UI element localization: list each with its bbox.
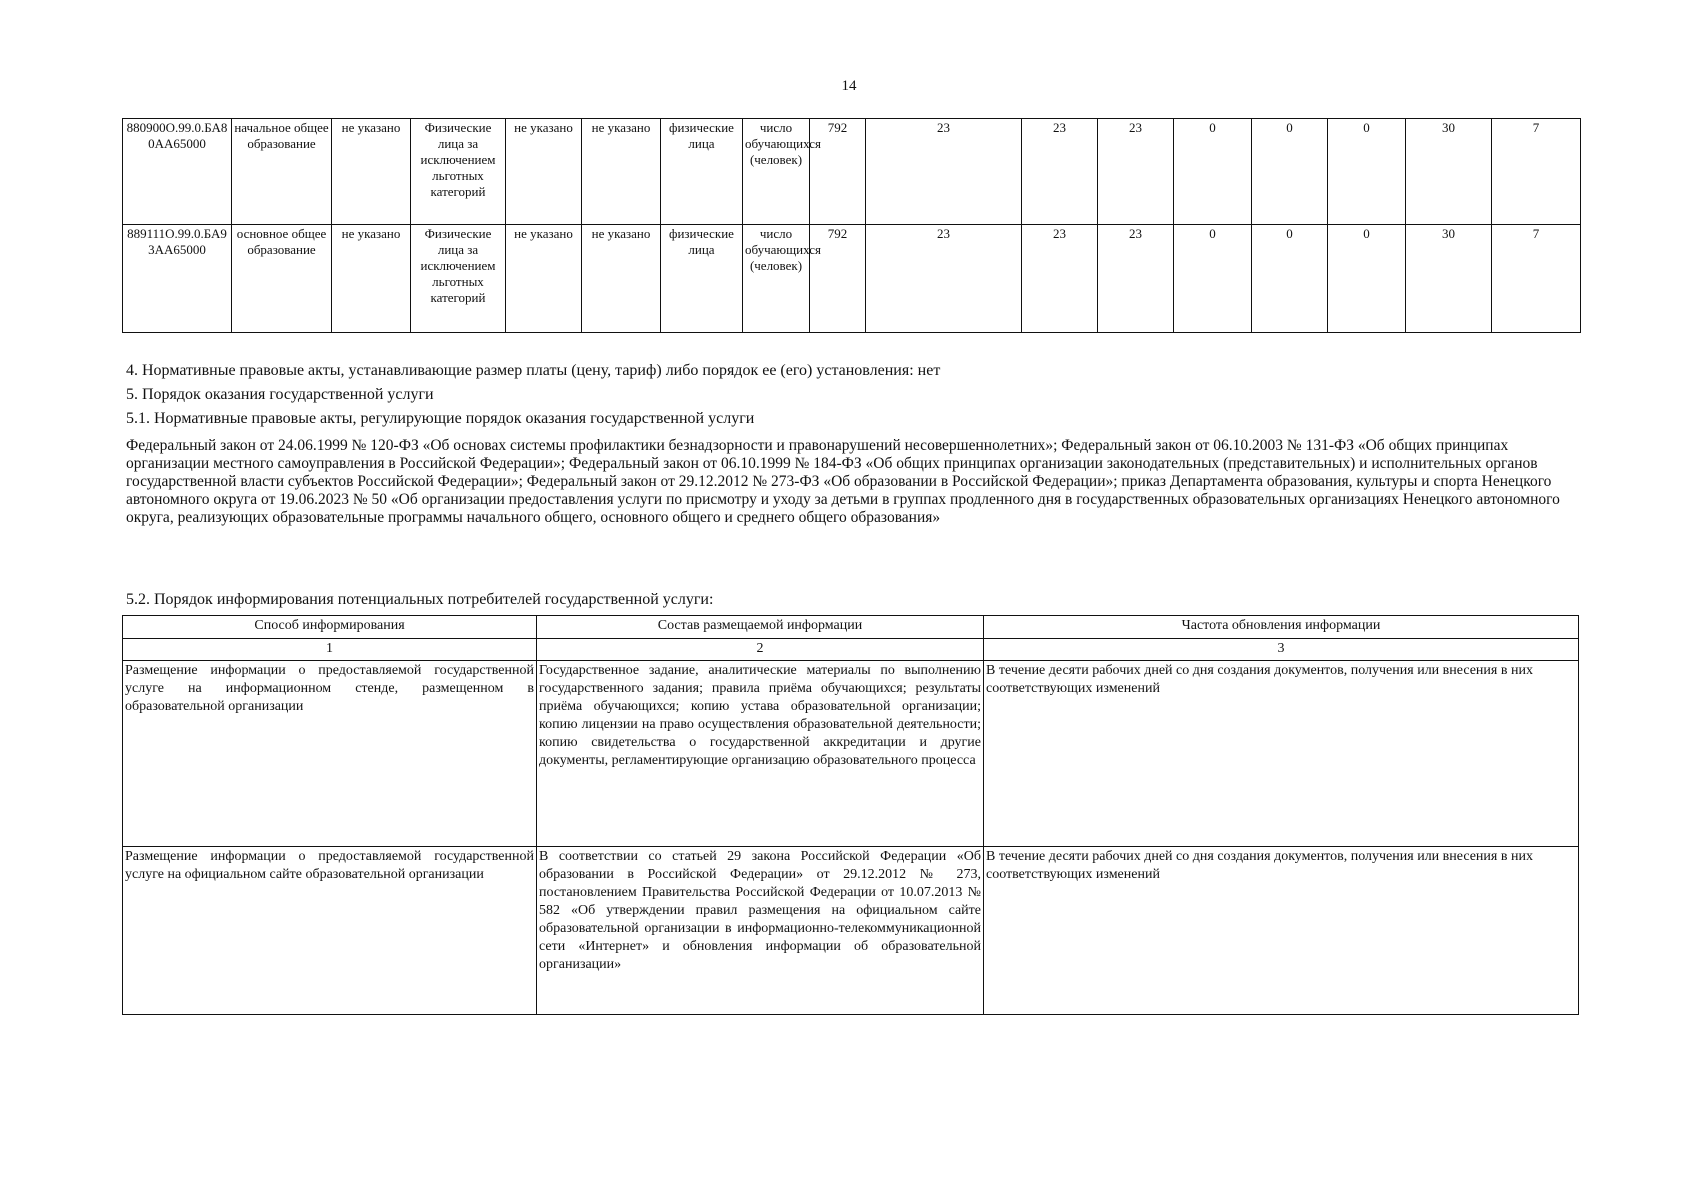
informing-content: В соответствии со статьей 29 закона Российской Федерации «Об образовании в Российской Федерации» от 29.12.2012 № 273, постановлением Правительства Российской Федерации от 10.07.2013 № 582 «Об утверждении правил размещения на официальном сайте образовательной организации в информационно-телекоммуникационной сети «Интернет» и обновления информации об образовательной организации»	[537, 847, 984, 1015]
indicator-cell: не указано	[582, 119, 661, 225]
column-number: 3	[984, 639, 1579, 661]
value-cell: 23	[1022, 225, 1098, 333]
value-cell: 0	[1328, 119, 1406, 225]
section-5-1-heading: 5.1. Нормативные правовые акты, регулирующие порядок оказания государственной услуги	[126, 410, 755, 427]
okei-code: 792	[810, 225, 866, 333]
provision-form: физические лица	[661, 225, 743, 333]
informing-method: Размещение информации о предоставляемой государственной услуге на официальном сайте образовательной организации	[123, 847, 537, 1015]
value-cell: 30	[1406, 119, 1492, 225]
consumer-category: Физические лица за исключением льготных категорий	[411, 119, 506, 225]
value-cell: 23	[1098, 119, 1174, 225]
section-5-heading: 5. Порядок оказания государственной услуги	[126, 386, 434, 403]
unit-name: число обучающихся (человек)	[743, 225, 810, 333]
unit-name: число обучающихся (человек)	[743, 119, 810, 225]
indicator-cell: не указано	[506, 225, 582, 333]
provision-form: физические лица	[661, 119, 743, 225]
section-5-2-heading: 5.2. Порядок информирования потенциальных потребителей государственной услуги:	[126, 591, 714, 608]
value-cell: 0	[1252, 119, 1328, 225]
value-cell: 0	[1328, 225, 1406, 333]
value-cell: 30	[1406, 225, 1492, 333]
indicator-cell: не указано	[506, 119, 582, 225]
informing-frequency: В течение десяти рабочих дней со дня создания документов, получения или внесения в них соответствующих изменений	[984, 847, 1579, 1015]
value-cell: 23	[1022, 119, 1098, 225]
value-cell: 0	[1174, 225, 1252, 333]
column-header: Способ информирования	[123, 616, 537, 639]
informing-frequency: В течение десяти рабочих дней со дня создания документов, получения или внесения в них соответствующих изменений	[984, 661, 1579, 847]
indicators-row	[123, 119, 1581, 225]
table-row	[123, 847, 1579, 1015]
indicator-cell: не указано	[332, 225, 411, 333]
page-number: 14	[841, 78, 857, 94]
value-cell: 7	[1492, 225, 1581, 333]
informing-method: Размещение информации о предоставляемой государственной услуге на информационном стенде, размещенном в образовательной организации	[123, 661, 537, 847]
informing-number-row	[123, 639, 1579, 661]
indicators-row	[123, 225, 1581, 333]
education-level: начальное общее образование	[232, 119, 332, 225]
legal-acts-paragraph: Федеральный закон от 24.06.1999 № 120-ФЗ «Об основах системы профилактики безнадзорности и правонарушений несовершеннолетних»; Федеральный закон от 06.10.2003 № 131-ФЗ «Об общих принципах организации местного самоуправления в Российской Федерации»; Федеральный закон от 06.10.1999 № 184-ФЗ «Об общих принципах организации законодательных (представительных) и исполнительных органов государственной власти субъектов Российской Федерации»; Федеральный закон от 29.12.2012 № 273-ФЗ «Об образовании в Российской Федерации»; приказ Департамента образования, культуры и спорта Ненецкого автономного округа от 19.06.2023 № 50 «Об организации предоставления услуги по присмотру и уходу за детьми в группах продленного дня в государственных образовательных организациях Ненецкого автономного округа, реализующих образовательные программы начального общего, основного общего и среднего общего образования»	[126, 437, 1560, 526]
indicator-cell: не указано	[332, 119, 411, 225]
column-header: Частота обновления информации	[984, 616, 1579, 639]
education-level: основное общее образование	[232, 225, 332, 333]
value-cell: 0	[1174, 119, 1252, 225]
indicators-table	[122, 118, 1581, 333]
informing-table	[122, 615, 1579, 1015]
consumer-category: Физические лица за исключением льготных категорий	[411, 225, 506, 333]
value-cell: 7	[1492, 119, 1581, 225]
column-number: 1	[123, 639, 537, 661]
informing-content: Государственное задание, аналитические материалы по выполнению государственного задания; правила приёма обучающихся; результаты приёма обучающихся; копию устава образовательной организации; копию лицензии на право осуществления образовательной деятельности; копию свидетельства о государственной аккредитации и другие документы, регламентирующие организацию образовательного процесса	[537, 661, 984, 847]
service-code: 880900О.99.0.БА80АА65000	[123, 119, 232, 225]
informing-header-row	[123, 616, 1579, 639]
value-cell: 0	[1252, 225, 1328, 333]
value-cell: 23	[1098, 225, 1174, 333]
service-code: 889111О.99.0.БА93АА65000	[123, 225, 232, 333]
okei-code: 792	[810, 119, 866, 225]
indicator-cell: не указано	[582, 225, 661, 333]
column-header: Состав размещаемой информации	[537, 616, 984, 639]
section-4-text: 4. Нормативные правовые акты, устанавливающие размер платы (цену, тариф) либо порядок ее (его) установления: нет	[126, 362, 941, 379]
value-cell: 23	[866, 119, 1022, 225]
column-number: 2	[537, 639, 984, 661]
table-row	[123, 661, 1579, 847]
value-cell: 23	[866, 225, 1022, 333]
